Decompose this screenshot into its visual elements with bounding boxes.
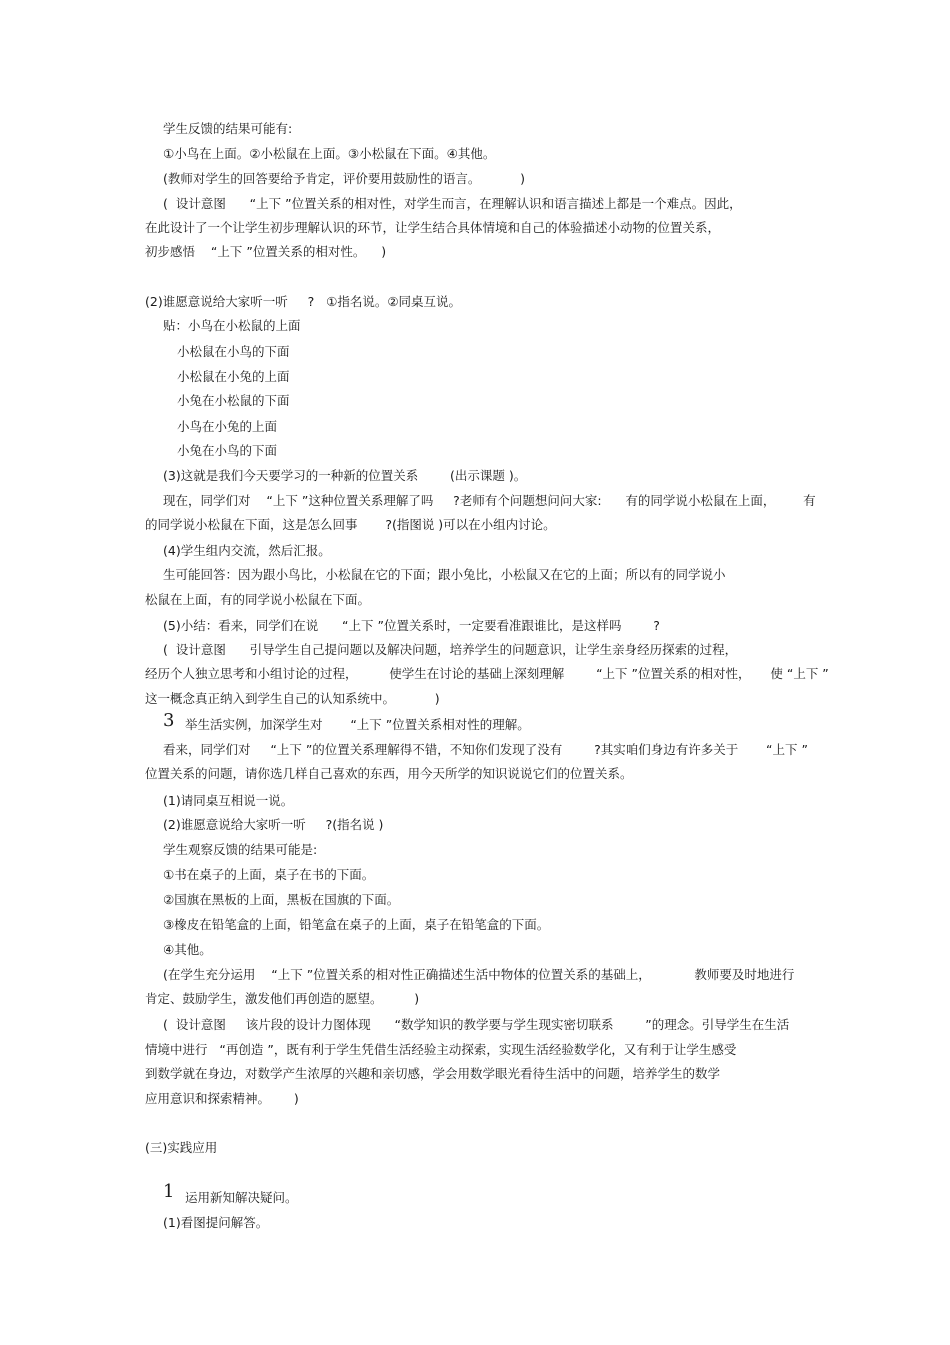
section-heading: (三)实践应用 xyxy=(145,1140,218,1155)
text-line: 情境中进行 “再创造 ”，既有利于学生凭借生活经验主动探索，实现生活经验数学化，又有利于让学生感受 xyxy=(145,1042,737,1057)
text-line: 这一概念真正纳入到学生自己的认知系统中。 ) xyxy=(145,691,440,706)
text-line: (2)谁愿意说给大家听一听 ? ①指名说。②同桌互说。 xyxy=(145,294,462,309)
text-line: 举生活实例，加深学生对 “上下 ”位置关系相对性的理解。 xyxy=(185,717,530,732)
text-line: (1)看图提问解答。 xyxy=(163,1215,269,1230)
text-line: 应用意识和探索精神。 ) xyxy=(145,1091,299,1106)
text-line: 肯定、鼓励学生，激发他们再创造的愿望。 ) xyxy=(145,991,420,1006)
text-line: ①小鸟在上面。②小松鼠在上面。③小松鼠在下面。④其他。 xyxy=(163,146,496,161)
text-line: ③橡皮在铅笔盒的上面，铅笔盒在桌子的上面，桌子在铅笔盒的下面。 xyxy=(163,917,550,932)
text-line: 的同学说小松鼠在下面，这是怎么回事 ?(指图说 )可以在小组内讨论。 xyxy=(145,517,556,532)
text-line: (4)学生组内交流，然后汇报。 xyxy=(163,543,331,558)
text-line: 看来，同学们对 “上下 ”的位置关系理解得不错，不知你们发现了没有 ?其实咱们身边有许多关于 “上下 ” xyxy=(163,742,808,757)
section-number: 1 xyxy=(163,1181,175,1202)
text-line: 贴：小鸟在小松鼠的上面 xyxy=(163,318,301,333)
text-line: 到数学就在身边，对数学产生浓厚的兴趣和亲切感，学会用数学眼光看待生活中的问题，培养学生的数学 xyxy=(145,1066,721,1081)
text-line: 松鼠在上面，有的同学说小松鼠在下面。 xyxy=(145,592,371,607)
text-line: (在学生充分运用 “上下 ”位置关系的相对性正确描述生活中物体的位置关系的基础上， 教师要及时地进行 xyxy=(163,967,795,982)
text-line: (5)小结：看来，同学们在说 “上下 ”位置关系时，一定要看准跟谁比，是这样吗 ? xyxy=(163,618,660,633)
text-line: 生可能回答：因为跟小鸟比，小松鼠在它的下面；跟小兔比，小松鼠又在它的上面；所以有的同学说小 xyxy=(163,567,726,582)
text-line: ④其他。 xyxy=(163,942,212,957)
text-line: ①书在桌子的上面，桌子在书的下面。 xyxy=(163,867,375,882)
text-line: 小兔在小鸟的下面 xyxy=(177,443,278,458)
text-line: (1)请同桌互相说一说。 xyxy=(163,793,294,808)
text-line: ( 设计意图 “上下 ”位置关系的相对性，对学生而言，在理解认识和语言描述上都是一个难点。因此， xyxy=(163,196,742,211)
text-line: (3)这就是我们今天要学习的一种新的位置关系 (出示课题 )。 xyxy=(163,468,527,483)
text-line: (2)谁愿意说给大家听一听 ?(指名说 ) xyxy=(163,817,384,832)
text-line: 学生观察反馈的结果可能是: xyxy=(163,842,318,857)
text-line: ②国旗在黑板的上面，黑板在国旗的下面。 xyxy=(163,892,400,907)
text-line: 现在，同学们对 “上下 ”这种位置关系理解了吗 ?老师有个问题想问问大家: 有的同学说小松鼠在上面， 有 xyxy=(163,493,816,508)
text-line: 小松鼠在小兔的上面 xyxy=(177,369,290,384)
text-line: 经历个人独立思考和小组讨论的过程， 使学生在讨论的基础上深刻理解 “上下 ”位置关系的相对性， 使 “上下 ” xyxy=(145,666,829,681)
text-line: 运用新知解决疑问。 xyxy=(185,1190,298,1205)
text-line: ( 设计意图 引导学生自己提问题以及解决问题，培养学生的问题意识，让学生亲身经历探索的过程， xyxy=(163,642,738,657)
text-line: 初步感悟 “上下 ”位置关系的相对性。 ) xyxy=(145,244,387,259)
text-line: 学生反馈的结果可能有: xyxy=(163,121,293,136)
text-line: 在此设计了一个让学生初步理解认识的环节，让学生结合具体情境和自己的体验描述小动物的位置关系， xyxy=(145,220,721,235)
text-line: 小兔在小松鼠的下面 xyxy=(177,393,290,408)
text-line: 位置关系的问题，请你选几样自己喜欢的东西，用今天所学的知识说说它们的位置关系。 xyxy=(145,766,633,781)
text-line: ( 设计意图 该片段的设计力图体现 “数学知识的教学要与学生现实密切联系 ”的理念。引导学生在生活 xyxy=(163,1017,790,1032)
text-line: 小松鼠在小鸟的下面 xyxy=(177,344,290,359)
section-number: 3 xyxy=(163,710,175,731)
text-line: (教师对学生的回答要给予肯定，评价要用鼓励性的语言。 ) xyxy=(163,171,525,186)
text-line: 小鸟在小兔的上面 xyxy=(177,419,278,434)
